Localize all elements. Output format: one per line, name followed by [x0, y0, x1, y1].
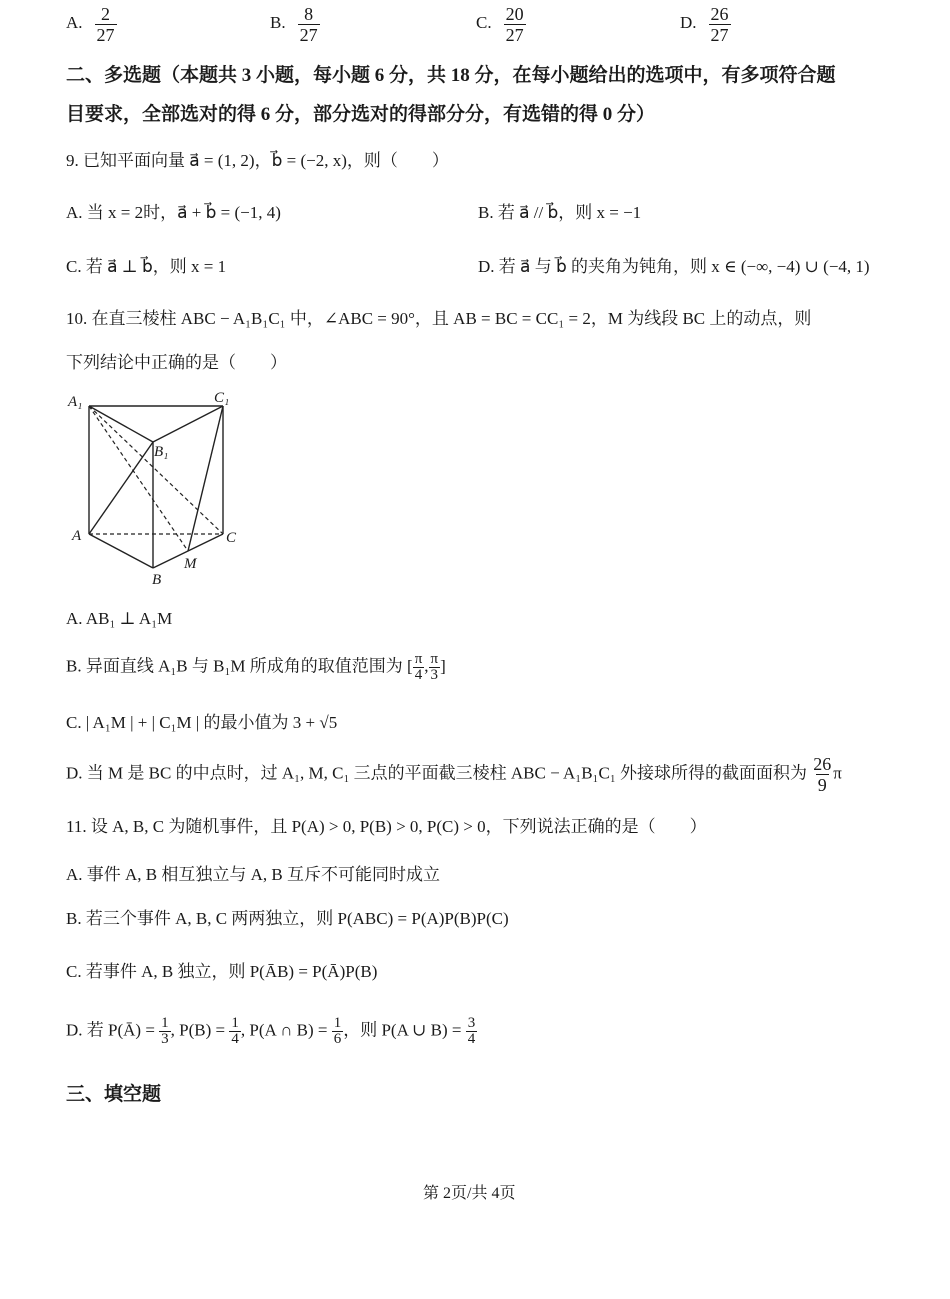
q9-option-c: C. 若 a⃗ ⊥ b⃗，则 x = 1 [66, 257, 227, 276]
segment-a1-c-hidden [89, 406, 223, 534]
q10-stem-line2: 下列结论中正确的是（ ） [66, 353, 287, 372]
q10-stem-line1: 10. 在直三棱柱 ABC − A₁B₁C₁ 中，∠ABC = 90°，且 AB = BC = CC₁ = 2，M 为线段 BC 上的动点，则 [66, 309, 812, 328]
fraction: $\frac{2}{27}$ [96, 4, 115, 45]
pi-symbol: π [833, 763, 842, 783]
segment-a1-m-hidden [89, 406, 188, 551]
label-c1: C₁ [214, 390, 230, 406]
option-label: D. [680, 13, 697, 33]
text: , P(B) = [170, 1020, 226, 1040]
section2-heading-line1: 二、多选题（本题共 3 小题，每小题 6 分，共 18 分，在每小题给出的选项中，有多项符合题 [66, 65, 836, 86]
fraction: $\frac{26}{9}$ [813, 754, 832, 795]
label-a1: A₁ [68, 394, 83, 410]
q10-option-b [66, 652, 446, 683]
prism-figure [60, 388, 250, 590]
q11-option-d [66, 1016, 477, 1047]
q9-option-d: D. 若 a⃗ 与 b⃗ 的夹角为钝角，则 x ∈ (−∞, −4) ∪ (−4, 1) [478, 257, 870, 276]
text: ，则 P(A ∪ B) = [343, 1020, 462, 1040]
section3-heading: 三、填空题 [66, 1084, 162, 1105]
fraction: $\frac{\pi}{3}$ [430, 651, 439, 683]
fraction: $\frac{26}{27}$ [710, 4, 729, 45]
q9-option-b: B. 若 a⃗ // b⃗，则 x = −1 [478, 203, 642, 222]
label-b: B [152, 572, 162, 588]
q11-option-c: C. 若事件 A, B 独立，则 P(ĀB) = P(Ā)P(B) [66, 962, 378, 981]
q11-stem: 11. 设 A, B, C 为随机事件，且 P(A) > 0, P(B) > 0, P(C) > 0，下列说法正确的是（ ） [66, 817, 707, 836]
q9-option-a: A. 当 x = 2时，a⃗ + b⃗ = (−1, 4) [66, 203, 281, 222]
edge-a-b [89, 534, 153, 568]
label-m: M [184, 556, 197, 572]
edge-b1-c1 [153, 406, 223, 442]
fraction: $\frac{3}{4}$ [467, 1015, 476, 1047]
fraction: $\frac{1}{4}$ [231, 1015, 239, 1047]
q10-option-b-text: B. 异面直线 A₁B 与 B₁M 所成角的取值范围为 [ [66, 656, 413, 676]
segment-a-b1 [89, 442, 153, 534]
fraction: $\frac{20}{27}$ [505, 4, 524, 45]
option-label: B. [270, 13, 286, 33]
label-b1: B₁ [154, 444, 169, 460]
fraction: $\frac{8}{27}$ [299, 4, 318, 45]
q8-option-b [270, 4, 320, 45]
q8-option-d [680, 4, 731, 45]
q11-option-a: A. 事件 A, B 相互独立与 A, B 互斥不可能同时成立 [66, 865, 441, 884]
q10-option-c: C. | A₁M | + | C₁M | 的最小值为 3 + √5 [66, 713, 338, 732]
q10-option-d [66, 754, 842, 795]
label-a: A [72, 528, 82, 544]
fraction: $\frac{1}{3}$ [161, 1015, 169, 1047]
q9-stem: 9. 已知平面向量 a⃗ = (1, 2)，b⃗ = (−2, x)，则（ ） [66, 151, 449, 170]
q11-option-d-text: D. 若 P(Ā) = [66, 1020, 155, 1040]
label-c: C [226, 530, 237, 546]
q11-option-b: B. 若三个事件 A, B, C 两两独立，则 P(ABC) = P(A)P(B)P(C) [66, 909, 509, 928]
q8-option-a [66, 4, 117, 45]
separator: , [424, 656, 429, 676]
fraction: $\frac{\pi}{4}$ [414, 651, 423, 683]
option-label: C. [476, 13, 492, 33]
q10-option-a: A. AB₁ ⊥ A₁M [66, 609, 173, 628]
section2-heading-line2: 目要求，全部选对的得 6 分，部分选对的得部分分，有选错的得 0 分） [66, 104, 656, 125]
page-footer: 第 2页/共 4页 [423, 1185, 516, 1202]
text: , P(A ∩ B) = [240, 1020, 328, 1040]
q8-option-c [476, 4, 526, 45]
option-label: A. [66, 13, 83, 33]
q10-option-d-text: D. 当 M 是 BC 的中点时，过 A₁, M, C₁ 三点的平面截三棱柱 ABC − A₁B₁C₁ 外接球所得的截面面积为 [66, 763, 807, 783]
bracket: ] [440, 656, 446, 676]
fraction: $\frac{1}{6}$ [333, 1015, 342, 1047]
